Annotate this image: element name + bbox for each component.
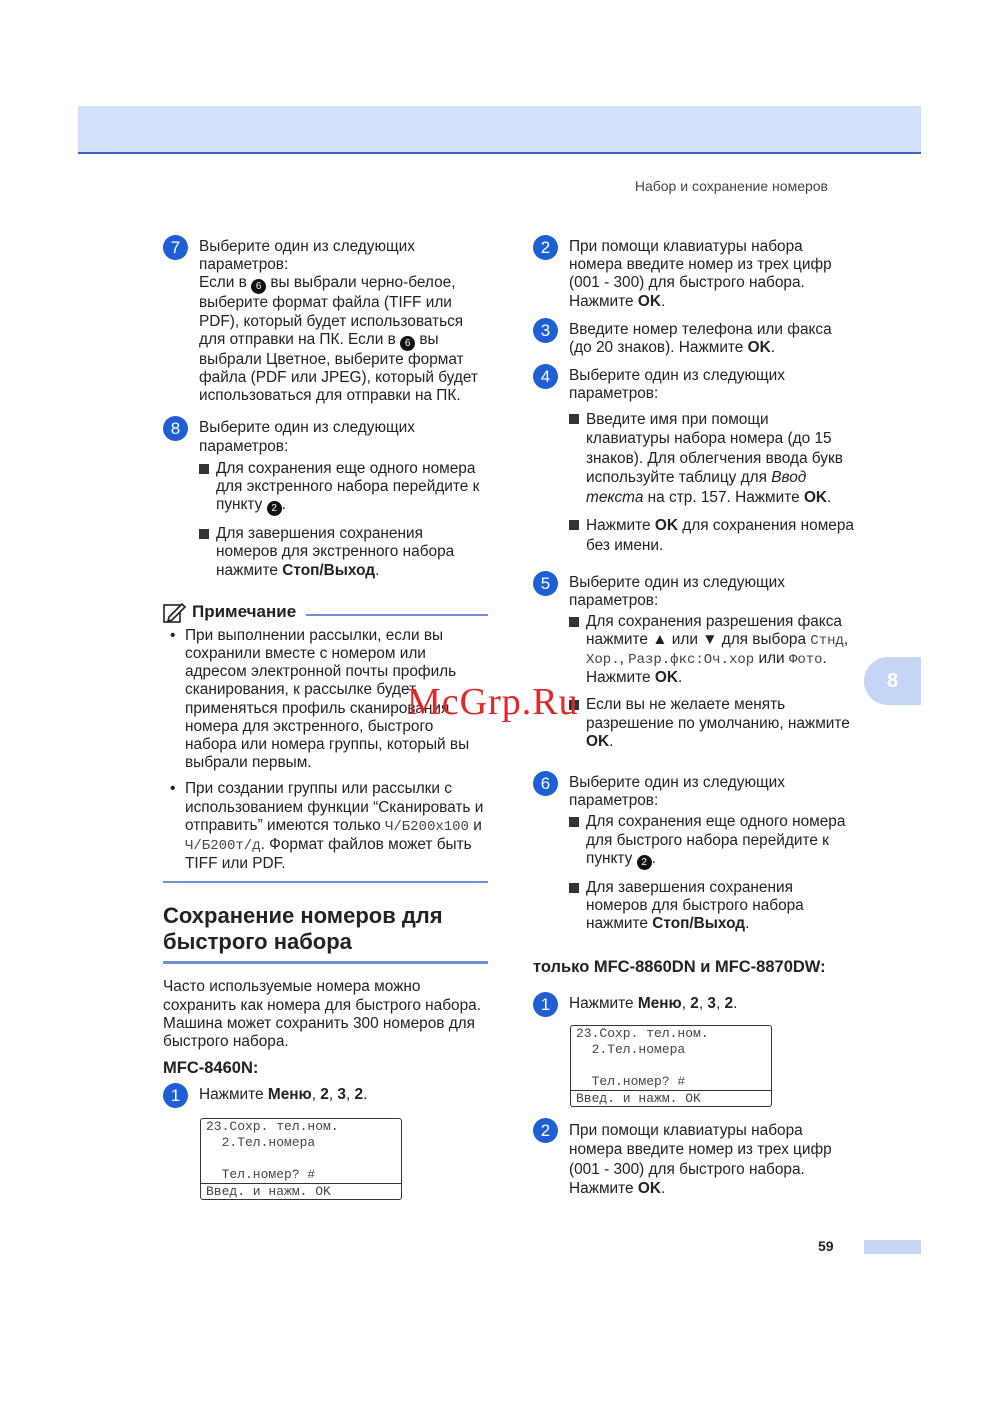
step-2 (533, 1121, 855, 1199)
square-bullet-icon (569, 414, 579, 424)
step-number: 1 (533, 992, 558, 1017)
lcd-display (570, 1025, 772, 1107)
note-list (163, 627, 488, 874)
lcd-line: Тел.номер? # (576, 1073, 686, 1089)
step-number: 5 (533, 571, 558, 596)
lcd-line: Тел.номер? # (206, 1166, 316, 1182)
step-text: Выберите один из следующих параметров: (569, 574, 785, 610)
bullet-list (569, 613, 855, 751)
square-bullet-icon (569, 520, 579, 530)
step-number: 4 (533, 364, 558, 389)
step-ref-icon: 6 (251, 279, 266, 294)
step-number: 6 (533, 771, 558, 796)
section-title: Сохранение номеров для быстрого набора (163, 903, 443, 955)
list-item: Если вы не желаете менять разрешение по умолчанию, нажмите OK. (569, 696, 855, 751)
step-5 (533, 574, 855, 760)
lcd-footer: Введ. и нажм. OK (571, 1090, 771, 1106)
lcd-footer: Введ. и нажм. OK (201, 1183, 401, 1199)
list-item: Введите имя при помощи клавиатуры набора номера (до 15 знаков). Для облегчения ввода букв используйте таблицу для Ввод текста на стр. 157. Нажмите OK. (569, 410, 855, 508)
step-6 (533, 774, 855, 942)
step-number: 7 (163, 235, 188, 260)
lcd-line (201, 1151, 401, 1167)
note-item: • При создании группы или рассылки с использованием функции “Сканировать и отправить” имеются только Ч/Б200x100 и Ч/Б200т/д. Формат файлов может быть TIFF или PDF. (170, 780, 484, 873)
section-rule (163, 961, 488, 964)
step-8 (163, 419, 488, 588)
lcd-line: 2.Тел.номера (576, 1041, 686, 1057)
page-number: 59 (818, 1238, 834, 1254)
step-ref-icon: 2 (637, 855, 652, 870)
square-bullet-icon (199, 464, 209, 474)
lcd-line: 23.Сохр. тел.ном. (576, 1025, 709, 1041)
step-number: 2 (533, 235, 558, 260)
note-pencil-icon (163, 601, 187, 623)
section-speed-dial (163, 903, 488, 1077)
chapter-tab: 8 (864, 657, 921, 705)
square-bullet-icon (199, 529, 209, 539)
bullet-list (199, 460, 488, 580)
list-item: Нажмите OK для сохранения номера без имени. (569, 516, 855, 555)
list-item: Для завершения сохранения номеров для быстрого набора нажмите Стоп/Выход. (569, 879, 855, 934)
step-paragraph: Если в 6 вы выбрали черно-белое, выберите формат файла (TIFF или PDF), который будет использоваться для отправки на ПК. Если в 6 вы выбрали Цветное, выберите формат файла (PDF или JPEG), который будет использоваться для отправки на ПК. (199, 274, 478, 405)
note-item: • При выполнении рассылки, если вы сохранили вместе с номером или адресом электронной почты профиль сканирования, к рассылке будет применяться профиль сканирования номера для экстренного, быстрого набора или номера группы, который вы выбрали первым. (170, 626, 470, 772)
square-bullet-icon (569, 817, 579, 827)
list-item: Для сохранения еще одного номера для экстренного набора перейдите к пункту 2 . (199, 460, 488, 516)
step-1 (163, 1086, 488, 1108)
square-bullet-icon (569, 883, 579, 893)
note-divider (163, 881, 488, 883)
step-text: Выберите один из следующих (199, 238, 415, 255)
step-2 (533, 238, 855, 311)
square-bullet-icon (569, 617, 579, 627)
step-1 (533, 995, 855, 1017)
note-title: Примечание (192, 601, 297, 621)
section-paragraph: Часто используемые номера можно сохранить как номера для быстрого набора. Машина может сохранить 300 номеров для быстрого набора. (163, 978, 481, 1051)
list-item: Для сохранения еще одного номера для быстрого набора перейдите к пункту 2 . (569, 813, 855, 869)
list-item: Для сохранения разрешения факса нажмите ▲ или ▼ для выбора Стнд, Хор., Разр.фкс:Оч.хор или Фото. Нажмите OK. (569, 613, 855, 688)
step-text: Нажмите Меню, 2, 3, 2. (199, 1085, 368, 1103)
step-number: 2 (533, 1118, 558, 1143)
step-text: При помощи клавиатуры набора номера введите номер из трех цифр (001 - 300) для быстрого набора. Нажмите OK. (569, 1121, 832, 1198)
step-text: параметров: (199, 256, 289, 274)
right-column (533, 238, 855, 1209)
step-number: 1 (163, 1083, 188, 1108)
bullet-list (569, 410, 855, 556)
step-text: Нажмите Меню, 2, 3, 2. (569, 994, 738, 1012)
watermark: McGrp.Ru (407, 681, 579, 723)
model-heading: MFC-8460N: (163, 1059, 259, 1078)
page-number-bar (864, 1240, 921, 1254)
running-title: Набор и сохранение номеров (634, 178, 828, 194)
step-text: Введите номер телефона или факса (до 20 знаков). Нажмите OK. (569, 320, 832, 357)
bullet-list (569, 813, 855, 933)
lcd-line (571, 1058, 771, 1074)
step-3 (533, 321, 855, 357)
step-4 (533, 367, 855, 564)
step-text: При помощи клавиатуры набора номера введите номер из трех цифр (001 - 300) для быстрого набора. Нажмите OK. (569, 238, 832, 310)
list-item: Для завершения сохранения номеров для экстренного набора нажмите Стоп/Выход. (199, 525, 488, 580)
step-text: Выберите один из следующих параметров: (569, 367, 785, 403)
step-number: 8 (163, 416, 188, 441)
header-band (78, 106, 921, 154)
step-text: Выберите один из следующих параметров: (199, 419, 415, 455)
step-7 (163, 238, 488, 405)
note-divider (306, 614, 488, 616)
step-ref-icon: 2 (267, 501, 282, 516)
step-number: 3 (533, 318, 558, 343)
model-heading: только MFC-8860DN и MFC-8870DW: (533, 958, 826, 977)
lcd-line: 23.Сохр. тел.ном. (206, 1118, 339, 1134)
step-ref-icon: 6 (400, 336, 415, 351)
note-box (163, 601, 488, 884)
lcd-display (200, 1118, 402, 1200)
step-text: Выберите один из следующих параметров: (569, 773, 785, 810)
lcd-line: 2.Тел.номера (206, 1134, 316, 1150)
